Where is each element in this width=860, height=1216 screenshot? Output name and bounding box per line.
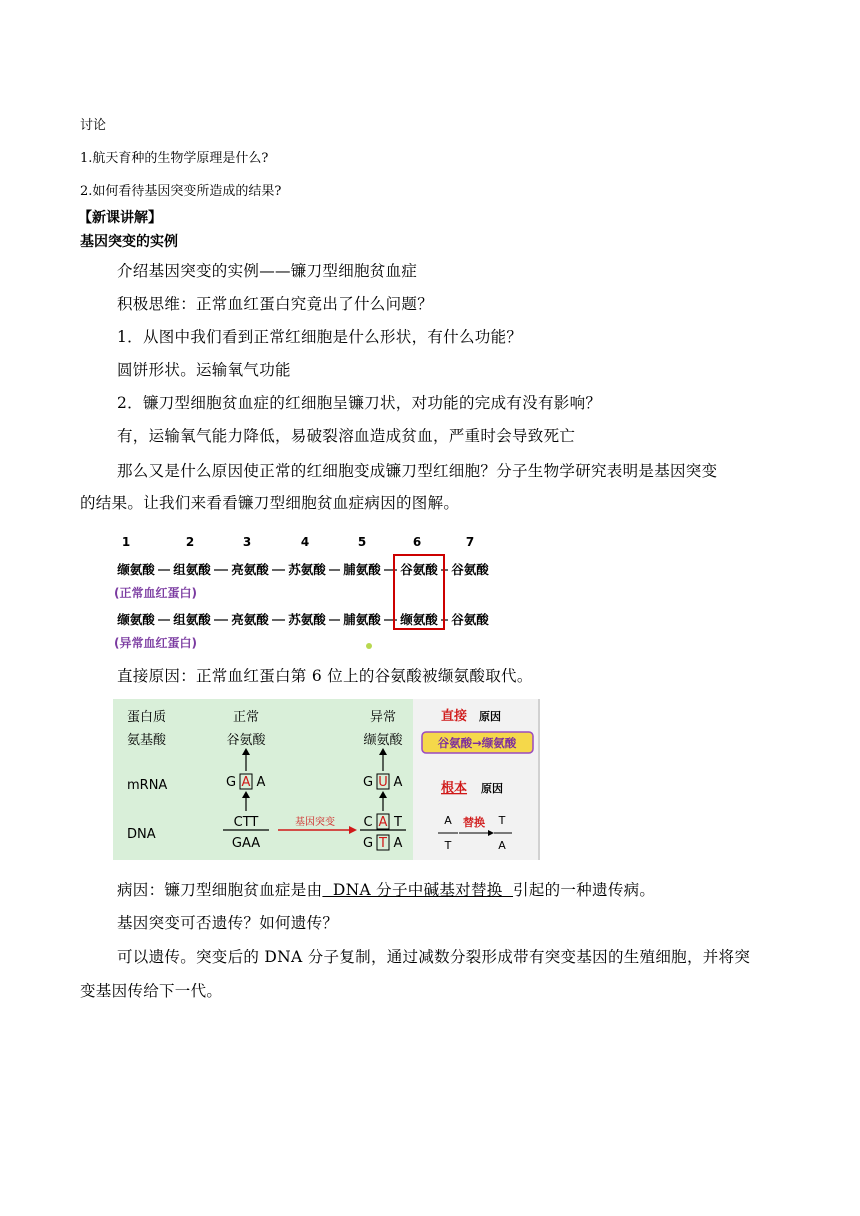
normal-residue: 亮氨酸	[231, 562, 269, 577]
normal-heading: 正常	[232, 710, 260, 725]
abnormal-residue: 亮氨酸	[231, 612, 269, 627]
paragraph-a1: 圆饼形状。运输氧气功能	[117, 361, 291, 379]
diagram-right-panel	[413, 699, 540, 860]
mutation-label: 基因突变	[295, 817, 335, 828]
swap-label: 替换	[463, 816, 485, 829]
abnormal-residue: 缬氨酸	[117, 612, 155, 627]
etiology-suffix: 引起的一种遗传病。	[513, 881, 656, 899]
dna-abnormal-bottom-base: A	[393, 836, 403, 851]
abnormal-residue: 脯氨酸	[343, 612, 381, 627]
decorative-dot	[366, 643, 372, 649]
direct-cause-suffix: 原因	[479, 710, 501, 723]
residue-number: 5	[357, 535, 367, 549]
swap-right-top: T	[498, 814, 506, 827]
normal-hemoglobin-label: (正常血红蛋白)	[114, 586, 197, 600]
abnormal-residue: 组氨酸	[173, 612, 211, 627]
direct-cause-label: 直接	[441, 709, 468, 724]
mrna-abnormal-base: G	[362, 775, 374, 790]
paragraph-heredity-answer-1: 可以遗传。突变后的 DNA 分子复制，通过减数分裂形成带有突变基因的生殖细胞，并将突	[117, 948, 751, 966]
dna-abnormal-top-base: T	[394, 815, 402, 830]
paragraph-think: 积极思维：正常血红蛋白究竟出了什么问题？	[117, 295, 434, 313]
paragraph-cause-1: 那么又是什么原因使正常的红细胞变成镰刀型红细胞？分子生物学研究表明是基因突变	[117, 462, 718, 480]
mrna-abnormal-base: A	[393, 775, 403, 790]
paragraph-cause-2: 的结果。让我们来看看镰刀型细胞贫血症病因的图解。	[80, 494, 460, 512]
paragraph-etiology	[117, 878, 655, 900]
root-cause-label: 根本	[441, 781, 468, 796]
amino-acid-chain-figure	[112, 530, 502, 656]
normal-residue: 脯氨酸	[343, 562, 381, 577]
row-label-amino-acid: 氨基酸	[127, 733, 167, 748]
dna-abnormal-bottom-base: G	[362, 836, 374, 851]
root-cause-suffix: 原因	[481, 782, 503, 795]
normal-amino-acid: 谷氨酸	[226, 733, 266, 748]
discussion-heading: 讨论	[80, 118, 107, 133]
dna-normal-top: CTT	[233, 815, 259, 830]
normal-residue: 缬氨酸	[117, 562, 155, 577]
direct-cause-text: 谷氨酸→缬氨酸	[437, 736, 517, 750]
dna-normal-bottom: GAA	[231, 836, 261, 851]
abnormal-amino-acid: 缬氨酸	[363, 733, 403, 748]
normal-residue: 谷氨酸	[451, 562, 489, 577]
swap-left-bottom: T	[444, 839, 452, 852]
abnormal-residue: 缬氨酸	[400, 612, 438, 627]
residue-number: 3	[242, 535, 252, 549]
mrna-normal-base: A	[241, 775, 251, 790]
abnormal-residue: 苏氨酸	[288, 612, 326, 627]
paragraph-q1: 1．从图中我们看到正常红细胞是什么形状，有什么功能？	[117, 328, 523, 346]
mrna-abnormal-base: U	[378, 775, 388, 790]
gene-mutation-diagram	[113, 699, 540, 860]
paragraph-a2: 有，运输氧气能力降低，易破裂溶血造成贫血，严重时会导致死亡	[117, 427, 576, 445]
dna-abnormal-top-base: A	[378, 815, 388, 830]
paragraph-q2: 2．镰刀型细胞贫血症的红细胞呈镰刀状，对功能的完成有没有影响？	[117, 394, 602, 412]
discussion-question-2: 2.如何看待基因突变所造成的结果?	[80, 184, 282, 199]
residue-number: 2	[185, 535, 195, 549]
dna-abnormal-bottom-base: T	[379, 836, 387, 851]
paragraph-intro: 介绍基因突变的实例——镰刀型细胞贫血症	[117, 262, 418, 280]
mrna-normal-base: G	[225, 775, 237, 790]
swap-left-top: A	[444, 814, 452, 827]
etiology-blank: DNA 分子中碱基对替换	[322, 881, 514, 899]
abnormal-hemoglobin-label: (异常血红蛋白)	[114, 636, 197, 650]
residue-number: 6	[412, 535, 422, 549]
residue-number: 4	[300, 535, 310, 549]
normal-residue: 组氨酸	[173, 562, 211, 577]
residue-number: 1	[121, 535, 131, 549]
new-lesson-heading: 【新课讲解】	[78, 210, 162, 226]
paragraph-heredity-question: 基因突变可否遗传？如何遗传？	[117, 914, 339, 932]
discussion-question-1: 1.航天育种的生物学原理是什么?	[80, 151, 269, 166]
mrna-normal-base: A	[256, 775, 266, 790]
abnormal-heading: 异常	[369, 710, 397, 725]
dna-abnormal-top-base: C	[363, 815, 373, 830]
normal-residue: 谷氨酸	[400, 562, 438, 577]
topic-heading: 基因突变的实例	[80, 234, 178, 250]
paragraph-heredity-answer-2: 变基因传给下一代。	[80, 982, 223, 1000]
row-label-protein: 蛋白质	[127, 710, 167, 725]
normal-residue: 苏氨酸	[288, 562, 326, 577]
paragraph-direct-cause: 直接原因：正常血红蛋白第 6 位上的谷氨酸被缬氨酸取代。	[117, 667, 533, 685]
residue-number: 7	[465, 535, 475, 549]
row-label-mrna: mRNA	[127, 778, 168, 793]
abnormal-residue: 谷氨酸	[451, 612, 489, 627]
row-label-dna: DNA	[127, 827, 156, 842]
etiology-prefix: 病因：镰刀型细胞贫血症是由	[117, 881, 323, 899]
swap-right-bottom: A	[498, 839, 506, 852]
